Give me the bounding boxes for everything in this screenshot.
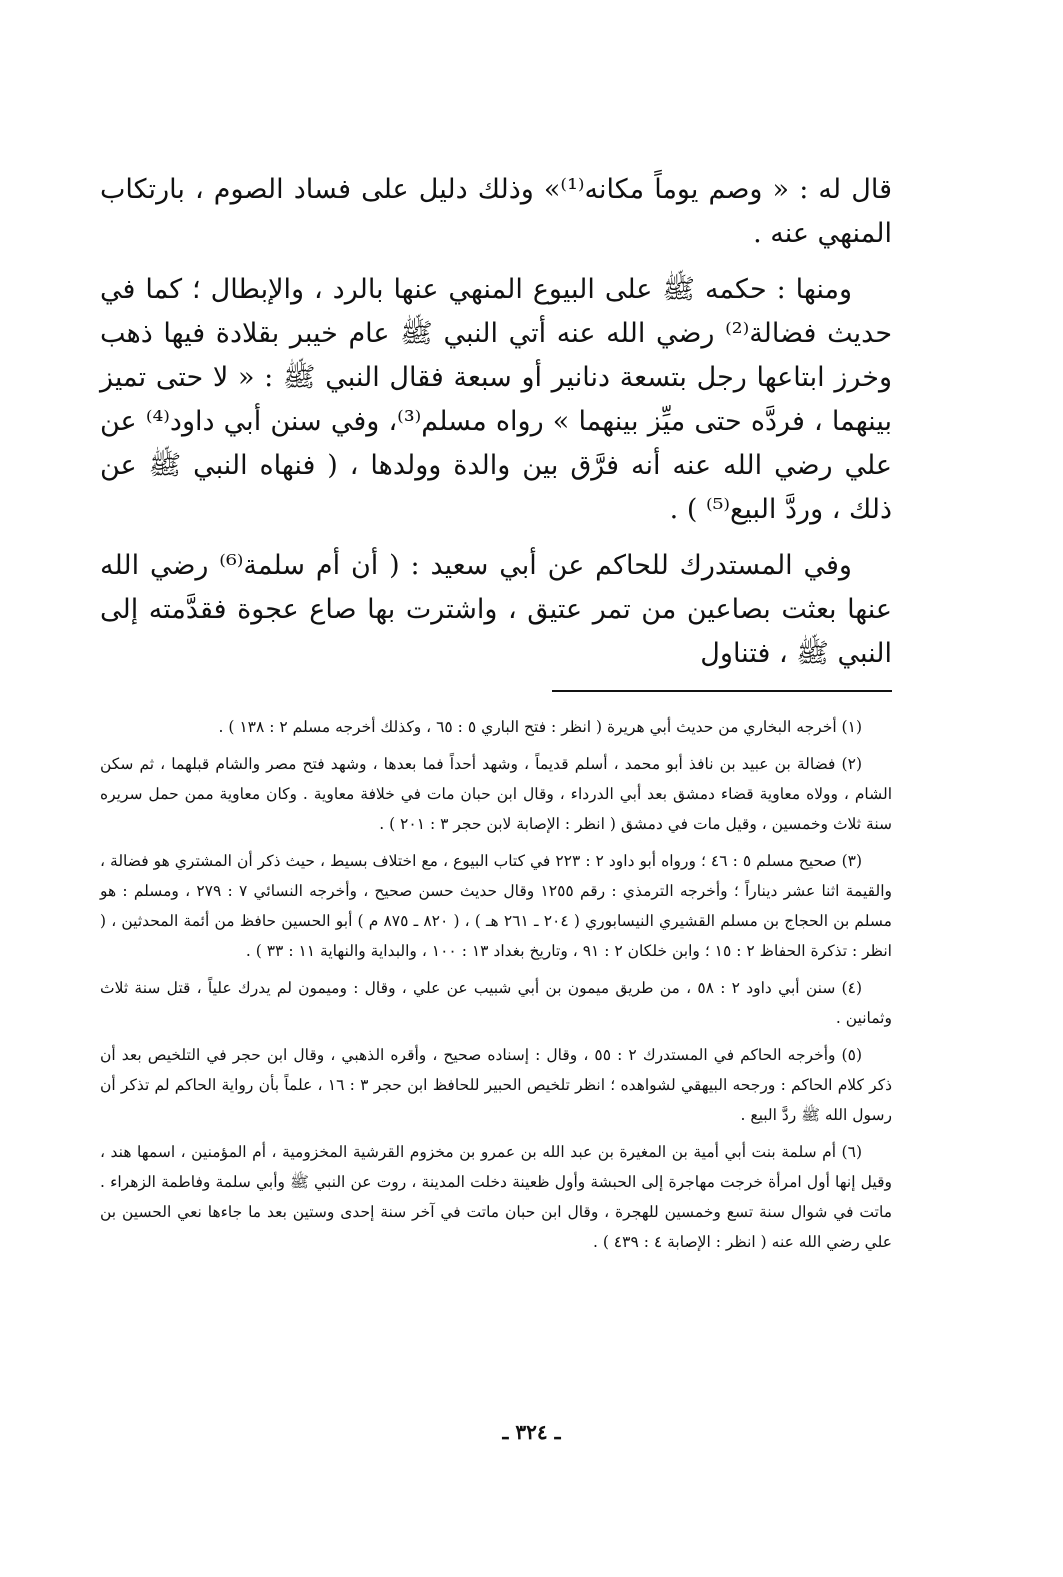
paragraph-1: قال له : « وصم يوماً مكانه⁽¹⁾» وذلك دليل على فساد الصوم ، بارتكاب المنهي عنه . [100,174,892,249]
footnotes [100,712,892,1257]
footnote-5: (٥) وأخرجه الحاكم في المستدرك ٢ : ٥٥ ، وقال : إسناده صحيح ، وأقره الذهبي ، وقال ابن حجر في التلخيص بعد أن ذكر كلام الحاكم : ورجحه البيهقي لشواهده ؛ انظر تلخيص الحبير للحافظ ابن حجر ٣ : ١٦ ، علماً بأن رواية الحاكم لم تذكر أن رسول الله ﷺ ردَّ البيع . [100,1046,893,1124]
page-number: ـ ٣٢٤ ـ [502,1420,561,1444]
footnote-3: (٣) صحيح مسلم ٥ : ٤٦ ؛ ورواه أبو داود ٢ : ٢٢٣ في كتاب البيوع ، مع اختلاف بسيط ، حيث ذكر أن المشتري هو فضالة ، والقيمة اثنا عشر ديناراً ؛ وأخرجه الترمذي : رقم ١٢٥٥ وقال حديث حسن صحيح ، وأخرجه النسائي ٧ : ٢٧٩ ، ومسلم : هو مسلم بن الحجاج بن مسلم القشيري النيسابوري ( ٢٠٤ ـ ٢٦١ هـ ) ، ( ٨٢٠ ـ ٨٧٥ م ) أبو الحسين حافظ من أئمة المحدثين ، ( انظر : تذكرة الحفاظ ٢ : ١٥ ؛ وابن خلكان ٢ : ٩١ ، وتاريخ بغداد ١٣ : ١٠٠ ، والبداية والنهاية ١١ : ٣٣ ) . [100,852,892,960]
paragraph-2: ومنها : حكمه ﷺ على البيوع المنهي عنها بالرد ، والإبطال ؛ كما في حديث فضالة⁽²⁾ رضي الله عنه أتي النبي ﷺ عام خيبر بقلادة فيها ذهب وخرز ابتاعها رجل بتسعة دنانير أو سبعة فقال النبي ﷺ : « لا حتى تميز بينهما ، فردَّه حتى ميِّز بينهما » رواه مسلم⁽³⁾، وفي سنن أبي داود⁽⁴⁾ عن علي رضي الله عنه أنه فرَّق بين والدة وولدها ، ( فنهاه النبي ﷺ عن ذلك ، وردَّ البيع⁽⁵⁾ ) . [100,274,893,525]
footnote-1: (١) أخرجه البخاري من حديث أبي هريرة ( انظر : فتح الباري ٥ : ٦٥ ، وكذلك أخرجه مسلم ٢ : ١٣٨ ) . [218,718,862,736]
footnote-6: (٦) أم سلمة بنت أبي أمية بن المغيرة بن عبد الله بن عمرو بن مخزوم القرشية المخزومية ، أم المؤمنين ، اسمها هند ، وقيل إنها أول امرأة خرجت مهاجرة إلى الحبشة وأول ظعينة دخلت المدينة ، روت عن النبي ﷺ وأبي سلمة وفاطمة الزهراء . ماتت في شوال سنة تسع وخمسين للهجرة ، وقال ابن حبان ماتت في آخر سنة إحدى وستين بعد ما جاءها نعي الحسين بن علي رضي الله عنه ( انظر : الإصابة ٤ : ٤٣٩ ) . [100,1143,892,1251]
footnote-divider [552,690,892,692]
footnote-2: (٢) فضالة بن عبيد بن نافذ أبو محمد ، أسلم قديماً ، وشهد أحداً فما بعدها ، وشهد فتح مصر والشام قبلهما ، ثم سكن الشام ، وولاه معاوية قضاء دمشق بعد أبي الدرداء ، وقال ابن حبان مات في خلافة معاوية . وكان معاوية ممن حمل سريره سنة ثلاث وخمسين ، وقيل مات في دمشق ( انظر : الإصابة لابن حجر ٣ : ٢٠١ ) . [100,755,892,833]
main-text [100,168,892,676]
footnote-4: (٤) سنن أبي داود ٢ : ٥٨ ، من طريق ميمون بن أبي شبيب عن علي ، وقال : وميمون لم يدرك علياً ، قتل سنة ثلاث وثمانين . [100,979,892,1027]
page-content [100,168,892,1264]
paragraph-3: وفي المستدرك للحاكم عن أبي سعيد : ( أن أم سلمة⁽⁶⁾ رضي الله عنها بعثت بصاعين من تمر عتيق ، واشترت بها صاع عجوة فقدَّمته إلى النبي ﷺ ، فتناول [100,550,892,669]
